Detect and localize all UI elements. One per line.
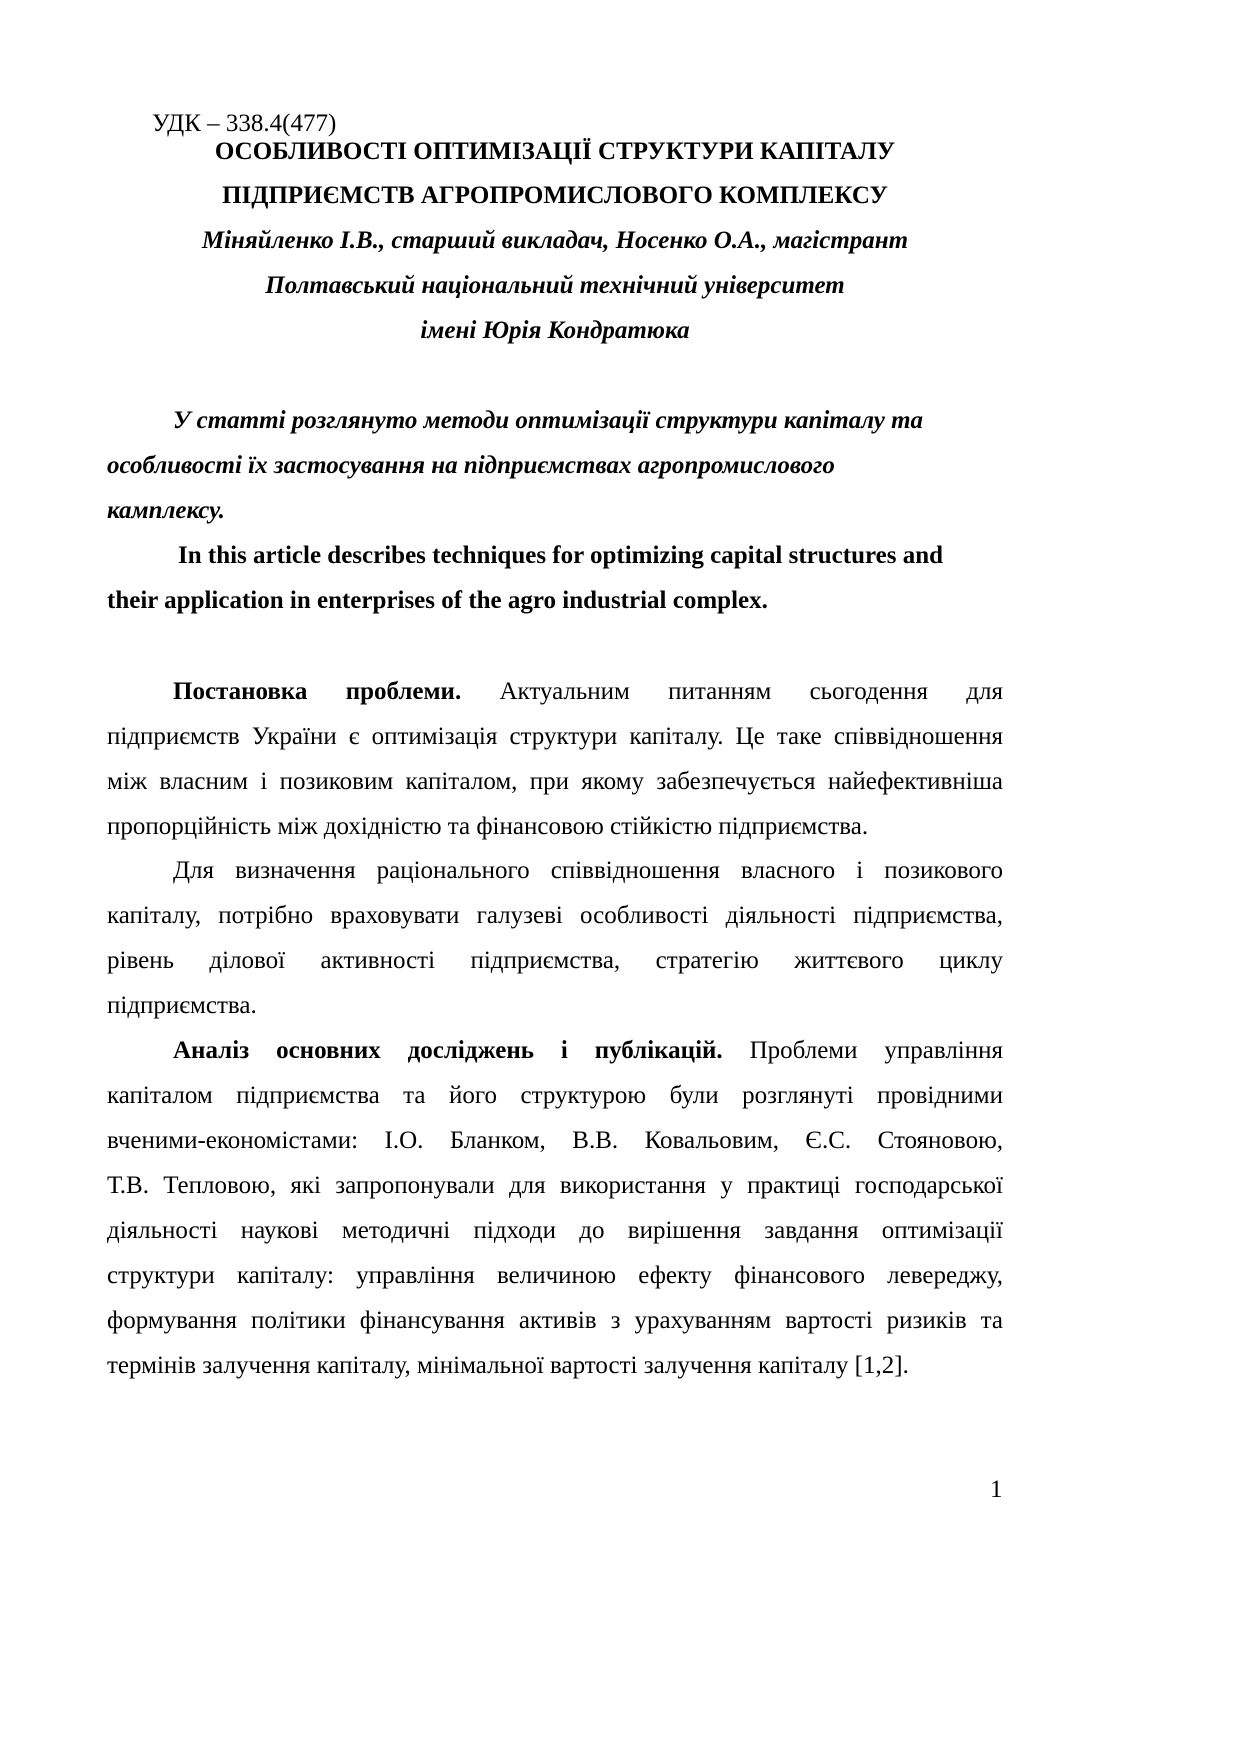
affiliation-line-1: Полтавський національний технічний університет xyxy=(265,272,845,299)
title-line-2: ПІДПРИЄМСТВ АГРОПРОМИСЛОВОГО КОМПЛЕКСУ xyxy=(222,182,888,209)
page-number: 1 xyxy=(990,1476,1003,1503)
abstract-en-line: In this article describes techniques for optimizing capital structures and xyxy=(178,542,944,569)
paragraph-problem-line: між власним і позиковим капіталом, при якому забезпечується найефективніша xyxy=(107,768,1003,795)
paragraph-analysis-line: термінів залучення капіталу, мінімальної вартості залучення капіталу [1,2]. xyxy=(107,1352,909,1379)
affiliation-line-2: імені Юрія Кондратюка xyxy=(420,317,690,344)
paragraph-2-line: рівень ділової активності підприємства, стратегію життєвого циклу xyxy=(107,947,1003,974)
paragraph-analysis-line: структури капіталу: управління величиною ефекту фінансового левереджу, xyxy=(107,1262,1003,1289)
paragraph-analysis-line: формування політики фінансування активів з урахуванням вартості ризиків та xyxy=(107,1307,1003,1334)
paragraph-2-line: Для визначення раціонального співвідношення власного і позикового xyxy=(173,857,1003,884)
section-heading: Постановка проблеми. xyxy=(173,678,462,705)
paragraph-analysis-line: вченими-економістами: І.О. Бланком, В.В. Ковальовим, Є.С. Стояновою, xyxy=(107,1127,1003,1154)
title-line-1: ОСОБЛИВОСТІ ОПТИМІЗАЦІЇ СТРУКТУРИ КАПІТАЛУ xyxy=(214,138,896,165)
authors: Міняйленко І.В., старший викладач, Носенко О.А., магістрант xyxy=(201,227,909,254)
udc-code: УДК – 338.4(477) xyxy=(152,110,337,137)
paragraph-analysis-line xyxy=(173,1036,1003,1066)
paragraph-problem-line xyxy=(173,677,1003,707)
abstract-en-line: their application in enterprises of the agro industrial complex. xyxy=(107,587,768,614)
abstract-ua-line: особливості їх застосування на підприємствах агропромислового xyxy=(107,452,835,479)
paragraph-2-line: капіталу, потрібно враховувати галузеві особливості діяльності підприємства, xyxy=(107,902,1003,929)
paragraph-analysis-line: капіталом підприємства та його структурою були розглянуті провідними xyxy=(107,1082,1003,1109)
abstract-ua-line: камплексу. xyxy=(107,497,225,524)
text: Актуальним питанням сьогодення для xyxy=(499,678,1004,705)
paragraph-analysis-line: діяльності наукові методичні підходи до вирішення завдання оптимізації xyxy=(107,1217,1003,1244)
section-heading: Аналіз основних досліджень і публікацій. xyxy=(173,1037,723,1064)
paragraph-problem-line: пропорційність між дохідністю та фінансовою стійкістю підприємства. xyxy=(107,813,869,840)
paragraph-problem-line: підприємств України є оптимізація структури капіталу. Це таке співвідношення xyxy=(107,723,1003,750)
paragraph-2-line: підприємства. xyxy=(107,992,257,1019)
text: Проблеми управління xyxy=(749,1037,1004,1064)
paragraph-analysis-line: Т.В. Тепловою, які запропонували для використання у практиці господарської xyxy=(107,1172,1003,1199)
abstract-ua-line: У статті розглянуто методи оптимізації структури капіталу та xyxy=(173,407,924,434)
